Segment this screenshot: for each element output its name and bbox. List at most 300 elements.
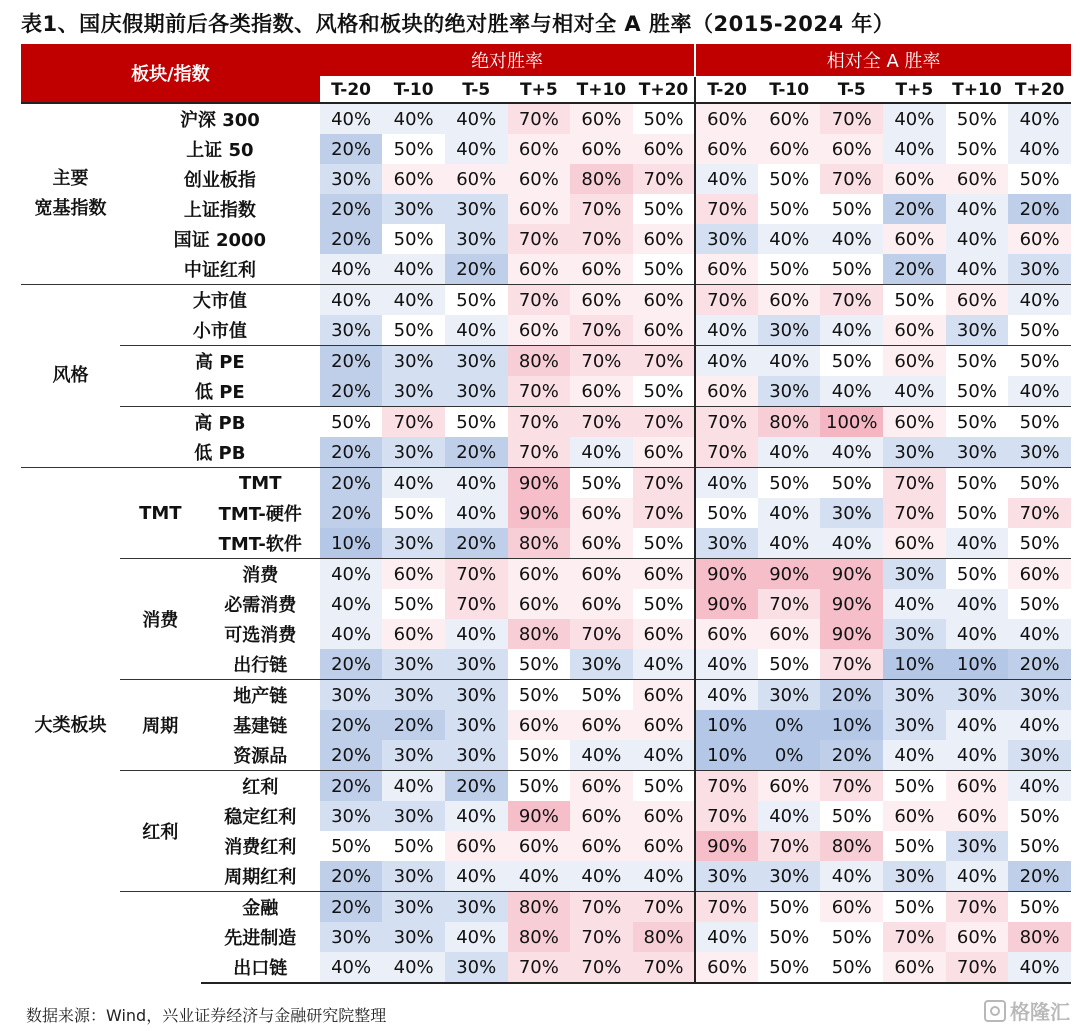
value-cell: 70% bbox=[633, 164, 696, 194]
value-cell: 60% bbox=[695, 103, 758, 134]
value-cell: 50% bbox=[1008, 831, 1071, 861]
table-row bbox=[21, 892, 1071, 923]
value-cell: 20% bbox=[445, 437, 508, 468]
value-cell: 60% bbox=[946, 922, 1009, 952]
value-cell: 30% bbox=[1008, 254, 1071, 285]
value-cell: 20% bbox=[320, 861, 383, 892]
value-cell: 20% bbox=[820, 740, 883, 771]
value-cell: 10% bbox=[695, 710, 758, 740]
value-cell: 40% bbox=[695, 649, 758, 680]
value-cell: 70% bbox=[946, 952, 1009, 983]
value-cell: 10% bbox=[820, 710, 883, 740]
row-label: 出口链 bbox=[201, 952, 320, 983]
value-cell: 20% bbox=[1008, 649, 1071, 680]
value-cell: 30% bbox=[1008, 740, 1071, 771]
value-cell: 30% bbox=[382, 528, 445, 559]
value-cell: 50% bbox=[695, 498, 758, 528]
subgroup-label bbox=[120, 892, 201, 984]
value-cell: 90% bbox=[820, 589, 883, 619]
value-cell: 40% bbox=[883, 376, 946, 407]
row-label: 沪深 300 bbox=[179, 110, 260, 131]
value-cell: 90% bbox=[695, 589, 758, 619]
value-cell: 70% bbox=[820, 771, 883, 802]
value-cell: 50% bbox=[382, 498, 445, 528]
value-cell: 80% bbox=[508, 619, 571, 649]
value-cell: 60% bbox=[570, 831, 633, 861]
value-cell: 60% bbox=[508, 164, 571, 194]
value-cell: 60% bbox=[570, 589, 633, 619]
value-cell: 70% bbox=[570, 194, 633, 224]
value-cell: 30% bbox=[445, 194, 508, 224]
value-cell: 60% bbox=[758, 771, 821, 802]
value-cell: 60% bbox=[570, 254, 633, 285]
subgroup-label: 消费 bbox=[120, 559, 201, 680]
value-cell: 30% bbox=[382, 649, 445, 680]
value-cell: 20% bbox=[320, 649, 383, 680]
value-cell: 30% bbox=[382, 801, 445, 831]
value-cell: 40% bbox=[695, 346, 758, 377]
value-cell: 30% bbox=[445, 680, 508, 711]
value-cell: 20% bbox=[445, 528, 508, 559]
value-cell: 40% bbox=[820, 224, 883, 254]
table-row bbox=[21, 771, 1071, 802]
column-header-abs-t+10: T+10 bbox=[570, 77, 633, 104]
watermark-text: 格隆汇 bbox=[1010, 1000, 1070, 1024]
value-cell: 60% bbox=[445, 831, 508, 861]
value-cell: 70% bbox=[695, 892, 758, 923]
value-cell: 50% bbox=[758, 164, 821, 194]
value-cell: 90% bbox=[508, 801, 571, 831]
value-cell: 60% bbox=[508, 134, 571, 164]
value-cell: 50% bbox=[382, 315, 445, 346]
row-label: 可选消费 bbox=[224, 625, 297, 646]
value-cell: 60% bbox=[570, 528, 633, 559]
value-cell: 40% bbox=[320, 589, 383, 619]
value-cell: 70% bbox=[758, 831, 821, 861]
value-cell: 60% bbox=[758, 285, 821, 316]
table-row bbox=[21, 285, 1071, 316]
value-cell: 50% bbox=[508, 771, 571, 802]
table-row bbox=[21, 254, 1071, 285]
value-cell: 40% bbox=[633, 649, 696, 680]
value-cell: 40% bbox=[946, 619, 1009, 649]
value-cell: 70% bbox=[508, 285, 571, 316]
value-cell: 50% bbox=[946, 559, 1009, 590]
value-cell: 60% bbox=[570, 771, 633, 802]
value-cell: 50% bbox=[633, 194, 696, 224]
row-label: 创业板指 bbox=[183, 170, 256, 191]
value-cell: 30% bbox=[758, 315, 821, 346]
value-cell: 30% bbox=[382, 922, 445, 952]
value-cell: 70% bbox=[695, 407, 758, 438]
value-cell: 50% bbox=[633, 589, 696, 619]
value-cell: 20% bbox=[320, 710, 383, 740]
value-cell: 50% bbox=[946, 376, 1009, 407]
value-cell: 60% bbox=[633, 224, 696, 254]
value-cell: 50% bbox=[570, 680, 633, 711]
value-cell: 40% bbox=[570, 740, 633, 771]
row-label: 低 PB bbox=[194, 443, 246, 464]
table-row bbox=[21, 346, 1071, 377]
value-cell: 20% bbox=[820, 680, 883, 711]
value-cell: 60% bbox=[382, 559, 445, 590]
value-cell: 40% bbox=[1008, 952, 1071, 983]
value-cell: 40% bbox=[695, 468, 758, 499]
row-label: 周期红利 bbox=[224, 867, 297, 888]
value-cell: 40% bbox=[883, 134, 946, 164]
value-cell: 70% bbox=[633, 346, 696, 377]
value-cell: 30% bbox=[946, 831, 1009, 861]
row-label: 必需消费 bbox=[224, 595, 297, 616]
value-cell: 40% bbox=[946, 740, 1009, 771]
value-cell: 70% bbox=[570, 407, 633, 438]
value-cell: 50% bbox=[508, 740, 571, 771]
value-cell: 50% bbox=[820, 194, 883, 224]
row-label: 红利 bbox=[201, 771, 320, 802]
value-cell: 70% bbox=[570, 224, 633, 254]
value-cell: 30% bbox=[382, 194, 445, 224]
value-cell: 70% bbox=[445, 559, 508, 590]
value-cell: 40% bbox=[695, 922, 758, 952]
value-cell: 70% bbox=[1008, 498, 1071, 528]
value-cell: 50% bbox=[883, 771, 946, 802]
value-cell: 50% bbox=[1008, 892, 1071, 923]
value-cell: 20% bbox=[320, 194, 383, 224]
value-cell: 60% bbox=[570, 801, 633, 831]
value-cell: 60% bbox=[508, 194, 571, 224]
value-cell: 30% bbox=[695, 861, 758, 892]
table-row bbox=[21, 194, 1071, 224]
value-cell: 80% bbox=[508, 892, 571, 923]
value-cell: 70% bbox=[445, 589, 508, 619]
value-cell: 40% bbox=[1008, 285, 1071, 316]
value-cell: 80% bbox=[758, 407, 821, 438]
value-cell: 60% bbox=[445, 164, 508, 194]
value-cell: 70% bbox=[508, 437, 571, 468]
table-row bbox=[21, 315, 1071, 346]
value-cell: 60% bbox=[508, 559, 571, 590]
header-row-groups bbox=[21, 44, 1071, 77]
value-cell: 30% bbox=[320, 164, 383, 194]
value-cell: 60% bbox=[946, 285, 1009, 316]
value-cell: 60% bbox=[570, 498, 633, 528]
value-cell: 10% bbox=[695, 740, 758, 771]
value-cell: 20% bbox=[320, 437, 383, 468]
value-cell: 40% bbox=[946, 224, 1009, 254]
value-cell: 70% bbox=[883, 468, 946, 499]
value-cell: 100% bbox=[820, 407, 883, 438]
value-cell: 40% bbox=[946, 194, 1009, 224]
source-note: 数据来源：Wind，兴业证券经济与金融研究院整理 bbox=[26, 1006, 387, 1025]
value-cell: 70% bbox=[508, 376, 571, 407]
value-cell: 60% bbox=[883, 224, 946, 254]
row-label: 金融 bbox=[201, 892, 320, 923]
value-cell: 20% bbox=[445, 254, 508, 285]
value-cell: 50% bbox=[633, 771, 696, 802]
value-cell: 30% bbox=[320, 680, 383, 711]
section-label: 主要 宽基指数 bbox=[34, 168, 107, 219]
value-cell: 70% bbox=[633, 498, 696, 528]
value-cell: 30% bbox=[883, 861, 946, 892]
row-label: 高 PB bbox=[120, 407, 320, 438]
value-cell: 40% bbox=[382, 254, 445, 285]
row-label: 上证指数 bbox=[183, 200, 256, 221]
value-cell: 50% bbox=[820, 801, 883, 831]
row-label: 出行链 bbox=[233, 655, 288, 676]
value-cell: 40% bbox=[695, 315, 758, 346]
value-cell: 70% bbox=[695, 801, 758, 831]
value-cell: 20% bbox=[883, 254, 946, 285]
table-row bbox=[21, 376, 1071, 407]
value-cell: 40% bbox=[758, 801, 821, 831]
value-cell: 40% bbox=[1008, 103, 1071, 134]
value-cell: 30% bbox=[320, 801, 383, 831]
value-cell: 70% bbox=[382, 407, 445, 438]
value-cell: 30% bbox=[445, 346, 508, 377]
value-cell: 70% bbox=[508, 952, 571, 983]
value-cell: 50% bbox=[758, 254, 821, 285]
value-cell: 70% bbox=[695, 285, 758, 316]
table-row bbox=[21, 559, 1071, 590]
header-corner: 板块/指数 bbox=[21, 44, 320, 103]
value-cell: 50% bbox=[946, 407, 1009, 438]
value-cell: 30% bbox=[382, 376, 445, 407]
value-cell: 60% bbox=[633, 831, 696, 861]
value-cell: 10% bbox=[883, 649, 946, 680]
value-cell: 40% bbox=[1008, 619, 1071, 649]
value-cell: 60% bbox=[633, 285, 696, 316]
value-cell: 50% bbox=[382, 831, 445, 861]
value-cell: 30% bbox=[883, 437, 946, 468]
value-cell: 50% bbox=[758, 922, 821, 952]
row-label: 消费红利 bbox=[224, 837, 297, 858]
subgroup-label: TMT bbox=[120, 468, 201, 559]
value-cell: 60% bbox=[883, 952, 946, 983]
value-cell: 40% bbox=[445, 315, 508, 346]
table-row bbox=[21, 224, 1071, 254]
value-cell: 20% bbox=[320, 892, 383, 923]
value-cell: 50% bbox=[946, 103, 1009, 134]
value-cell: 40% bbox=[445, 498, 508, 528]
value-cell: 60% bbox=[570, 376, 633, 407]
value-cell: 50% bbox=[758, 649, 821, 680]
value-cell: 20% bbox=[320, 771, 383, 802]
value-cell: 40% bbox=[320, 559, 383, 590]
section-label: 大类板块 bbox=[21, 468, 120, 984]
value-cell: 60% bbox=[570, 710, 633, 740]
value-cell: 80% bbox=[820, 831, 883, 861]
value-cell: 40% bbox=[382, 771, 445, 802]
column-header-rel-t+20: T+20 bbox=[1008, 77, 1071, 104]
value-cell: 60% bbox=[1008, 224, 1071, 254]
value-cell: 50% bbox=[633, 376, 696, 407]
watermark-logo-icon bbox=[984, 1000, 1006, 1022]
value-cell: 20% bbox=[320, 740, 383, 771]
value-cell: 30% bbox=[820, 498, 883, 528]
value-cell: 60% bbox=[695, 254, 758, 285]
value-cell: 80% bbox=[508, 922, 571, 952]
table-title: 表1、国庆假期前后各类指数、风格和板块的绝对胜率与相对全 A 胜率（2015-2024 年） bbox=[21, 12, 895, 36]
value-cell: 70% bbox=[820, 103, 883, 134]
value-cell: 40% bbox=[946, 254, 1009, 285]
row-label: TMT-硬件 bbox=[218, 504, 302, 525]
value-cell: 40% bbox=[946, 710, 1009, 740]
column-header-rel-t-10: T-10 bbox=[758, 77, 821, 104]
value-cell: 50% bbox=[883, 892, 946, 923]
value-cell: 60% bbox=[946, 164, 1009, 194]
value-cell: 50% bbox=[320, 407, 383, 438]
value-cell: 60% bbox=[508, 315, 571, 346]
value-cell: 20% bbox=[320, 468, 383, 499]
value-cell: 40% bbox=[445, 134, 508, 164]
value-cell: 20% bbox=[320, 134, 383, 164]
value-cell: 40% bbox=[758, 224, 821, 254]
value-cell: 50% bbox=[883, 285, 946, 316]
value-cell: 50% bbox=[758, 952, 821, 983]
table-row bbox=[21, 103, 1071, 134]
value-cell: 40% bbox=[445, 922, 508, 952]
value-cell: 80% bbox=[508, 528, 571, 559]
value-cell: 40% bbox=[946, 861, 1009, 892]
table-row bbox=[21, 134, 1071, 164]
value-cell: 20% bbox=[1008, 861, 1071, 892]
value-cell: 40% bbox=[758, 346, 821, 377]
value-cell: 60% bbox=[633, 437, 696, 468]
value-cell: 50% bbox=[758, 194, 821, 224]
value-cell: 90% bbox=[695, 559, 758, 590]
value-cell: 40% bbox=[508, 861, 571, 892]
value-cell: 70% bbox=[570, 315, 633, 346]
value-cell: 60% bbox=[633, 315, 696, 346]
value-cell: 20% bbox=[382, 710, 445, 740]
value-cell: 50% bbox=[633, 528, 696, 559]
value-cell: 90% bbox=[820, 619, 883, 649]
value-cell: 60% bbox=[508, 710, 571, 740]
value-cell: 50% bbox=[946, 498, 1009, 528]
row-label: 上证 50 bbox=[186, 140, 254, 161]
value-cell: 50% bbox=[508, 680, 571, 711]
value-cell: 60% bbox=[633, 134, 696, 164]
win-rate-table bbox=[21, 44, 1071, 984]
value-cell: 30% bbox=[883, 710, 946, 740]
value-cell: 60% bbox=[695, 619, 758, 649]
value-cell: 50% bbox=[320, 831, 383, 861]
column-header-rel-t-20: T-20 bbox=[695, 77, 758, 104]
row-label: 中证红利 bbox=[183, 260, 256, 281]
value-cell: 50% bbox=[946, 134, 1009, 164]
value-cell: 20% bbox=[445, 771, 508, 802]
value-cell: 40% bbox=[570, 437, 633, 468]
value-cell: 50% bbox=[1008, 468, 1071, 499]
value-cell: 60% bbox=[820, 892, 883, 923]
value-cell: 20% bbox=[883, 194, 946, 224]
value-cell: 70% bbox=[820, 285, 883, 316]
value-cell: 40% bbox=[820, 437, 883, 468]
value-cell: 50% bbox=[570, 468, 633, 499]
value-cell: 40% bbox=[633, 861, 696, 892]
value-cell: 50% bbox=[883, 831, 946, 861]
value-cell: 70% bbox=[695, 194, 758, 224]
value-cell: 40% bbox=[883, 740, 946, 771]
value-cell: 40% bbox=[633, 740, 696, 771]
value-cell: 90% bbox=[820, 559, 883, 590]
row-label: 小市值 bbox=[192, 321, 247, 342]
value-cell: 40% bbox=[695, 680, 758, 711]
value-cell: 30% bbox=[445, 740, 508, 771]
value-cell: 20% bbox=[320, 346, 383, 377]
value-cell: 40% bbox=[820, 376, 883, 407]
value-cell: 30% bbox=[382, 892, 445, 923]
value-cell: 30% bbox=[883, 680, 946, 711]
value-cell: 30% bbox=[382, 861, 445, 892]
value-cell: 40% bbox=[320, 285, 383, 316]
value-cell: 40% bbox=[320, 103, 383, 134]
value-cell: 50% bbox=[1008, 164, 1071, 194]
subgroup-label: 红利 bbox=[120, 771, 201, 892]
value-cell: 40% bbox=[758, 437, 821, 468]
value-cell: 40% bbox=[820, 528, 883, 559]
value-cell: 30% bbox=[445, 892, 508, 923]
value-cell: 60% bbox=[382, 619, 445, 649]
table-row bbox=[21, 164, 1071, 194]
value-cell: 70% bbox=[570, 892, 633, 923]
column-header-abs-t-20: T-20 bbox=[320, 77, 383, 104]
value-cell: 50% bbox=[820, 254, 883, 285]
value-cell: 70% bbox=[633, 407, 696, 438]
value-cell: 60% bbox=[695, 952, 758, 983]
row-label: 消费 bbox=[201, 559, 320, 590]
value-cell: 30% bbox=[758, 376, 821, 407]
value-cell: 20% bbox=[320, 224, 383, 254]
value-cell: 40% bbox=[1008, 771, 1071, 802]
row-label: 地产链 bbox=[201, 680, 320, 711]
value-cell: 40% bbox=[382, 285, 445, 316]
value-cell: 70% bbox=[883, 922, 946, 952]
value-cell: 30% bbox=[382, 437, 445, 468]
value-cell: 0% bbox=[758, 710, 821, 740]
value-cell: 70% bbox=[633, 952, 696, 983]
value-cell: 70% bbox=[695, 771, 758, 802]
value-cell: 60% bbox=[758, 134, 821, 164]
value-cell: 70% bbox=[570, 619, 633, 649]
value-cell: 90% bbox=[508, 498, 571, 528]
value-cell: 50% bbox=[445, 407, 508, 438]
value-cell: 60% bbox=[695, 376, 758, 407]
value-cell: 60% bbox=[633, 619, 696, 649]
value-cell: 40% bbox=[445, 619, 508, 649]
value-cell: 50% bbox=[382, 589, 445, 619]
value-cell: 30% bbox=[758, 861, 821, 892]
value-cell: 60% bbox=[820, 134, 883, 164]
value-cell: 20% bbox=[1008, 194, 1071, 224]
value-cell: 40% bbox=[382, 952, 445, 983]
value-cell: 20% bbox=[320, 376, 383, 407]
value-cell: 30% bbox=[445, 710, 508, 740]
value-cell: 40% bbox=[320, 619, 383, 649]
value-cell: 60% bbox=[883, 801, 946, 831]
value-cell: 50% bbox=[508, 649, 571, 680]
row-label: TMT bbox=[201, 468, 320, 499]
value-cell: 40% bbox=[1008, 376, 1071, 407]
value-cell: 40% bbox=[1008, 710, 1071, 740]
value-cell: 90% bbox=[695, 831, 758, 861]
value-cell: 60% bbox=[883, 407, 946, 438]
value-cell: 40% bbox=[320, 952, 383, 983]
value-cell: 60% bbox=[570, 285, 633, 316]
value-cell: 50% bbox=[820, 346, 883, 377]
table-row bbox=[21, 468, 1071, 499]
value-cell: 90% bbox=[508, 468, 571, 499]
